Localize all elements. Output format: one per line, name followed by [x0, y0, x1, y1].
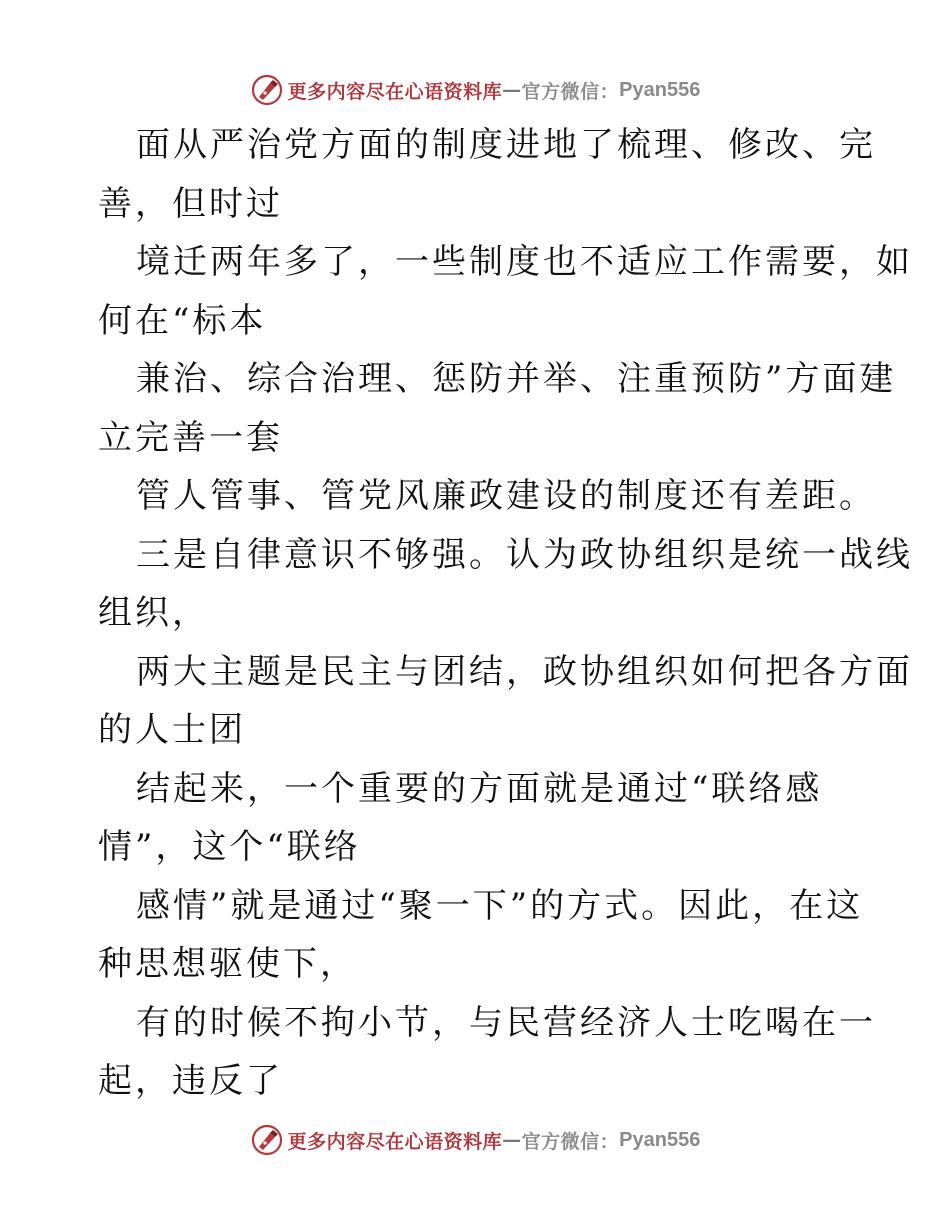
text-line: 的人士团 [98, 710, 246, 750]
banner-title: 更多内容尽在心语资料库 [287, 1130, 503, 1153]
text-line: 管人管事、管党风廉政建设的制度还有差距。 [136, 476, 876, 516]
text-line: 起，违反了 [98, 1061, 283, 1101]
text-line: 结起来，一个重要的方面就是通过“联络感 [136, 768, 823, 809]
banner-wechat-label: 官方微信： [521, 80, 620, 103]
text-line: 感情”就是通过“聚一下”的方式。因此，在这 [136, 885, 864, 926]
text-line: 兼治、综合治理、惩防并举、注重预防”方面建 [136, 359, 897, 399]
text-line: 善，但时过 [98, 183, 283, 224]
text-line: 情”，这个“联络 [98, 827, 361, 867]
header-banner-content [250, 73, 701, 107]
text-line: 三是自律意识不够强。认为政协组织是统一战线 [136, 534, 913, 575]
footer-banner [0, 1120, 950, 1160]
banner-wechat-id: Pyan556 [619, 1128, 701, 1151]
text-line: 面从严治党方面的制度进地了梳理、修改、完 [136, 125, 876, 165]
text-line: 种思想驱使下， [98, 944, 357, 984]
text-line: 两大主题是民主与团结，政协组织如何把各方面 [136, 651, 913, 692]
header-banner [0, 70, 950, 110]
text-line: 立完善一套 [98, 417, 283, 458]
banner-wechat-label: 官方微信： [521, 1130, 620, 1153]
text-line: 何在“标本 [98, 300, 267, 341]
banner-title: 更多内容尽在心语资料库 [287, 80, 503, 103]
banner-wechat-id: Pyan556 [619, 78, 701, 101]
text-line: 组织， [98, 593, 209, 633]
text-line: 境迁两年多了，一些制度也不适应工作需要，如 [136, 242, 913, 282]
banner-dash: — [502, 79, 522, 101]
footer-banner-content [250, 1123, 701, 1157]
pen-nib-logo-icon [250, 73, 284, 107]
pen-nib-logo-icon [250, 1123, 284, 1157]
text-line: 有的时候不拘小节，与民营经济人士吃喝在一 [136, 1002, 876, 1043]
banner-dash: — [502, 1129, 522, 1151]
document-body [98, 116, 913, 1111]
